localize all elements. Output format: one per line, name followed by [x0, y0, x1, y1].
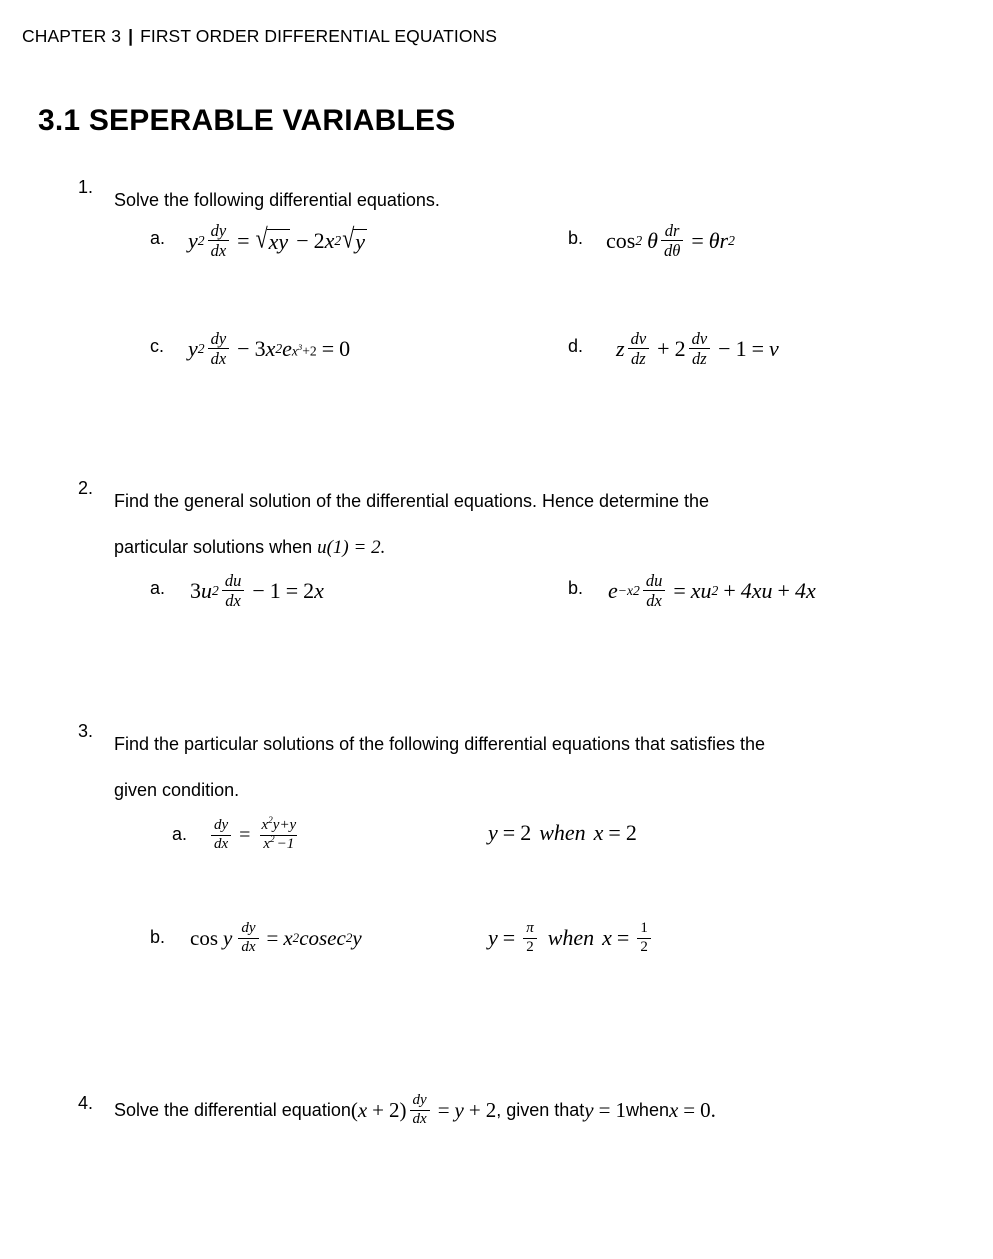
eq-1c-rhs: 0	[339, 335, 351, 361]
eq-1d-z: z	[616, 335, 625, 361]
eq-1b-equals: =	[691, 227, 704, 253]
eq-4-dy: dy	[412, 1092, 427, 1108]
eq-1a-dy: dy	[210, 221, 227, 240]
eq-1d-v: v	[768, 335, 779, 361]
cond-3b-eq2: =	[616, 925, 630, 951]
eq-4-paren-close: )	[399, 1097, 407, 1122]
eq-2b-t1-x: x	[690, 577, 701, 603]
cond-3b-y: y	[488, 925, 498, 951]
cond-3b-pi-over-2	[523, 921, 537, 956]
cond-3b-one-over-2	[637, 921, 651, 956]
eq-1c-minus: −	[237, 335, 250, 361]
eq-1d-dvdz-1	[628, 330, 650, 368]
eq-4-x: x	[357, 1097, 368, 1122]
eq-2a-equals: =	[285, 577, 299, 603]
eq-1d-one: 1	[735, 335, 747, 361]
cond-3a-val2: 2	[625, 820, 637, 845]
cond-3b-one: 1	[640, 920, 648, 936]
eq-1b-cos: cos	[606, 227, 636, 253]
question-2a-label: a.	[150, 578, 166, 598]
eq-3a-num-exp: 2	[268, 816, 273, 826]
eq-4-two2: 2	[485, 1097, 497, 1122]
running-header	[22, 26, 497, 47]
eq-1a-radicand-y: y	[355, 228, 366, 254]
question-2-text-line2-pre: particular solutions when	[114, 537, 318, 557]
question-3b-condition	[488, 921, 654, 956]
eq-4-paren-open: (	[350, 1097, 358, 1122]
eq-2a-rhs-coef: 2	[303, 577, 315, 603]
eq-1d-minus: −	[718, 335, 731, 361]
eq-2b-e: e	[608, 577, 618, 603]
eq-3b-equals: =	[266, 925, 279, 950]
eq-4-one: 1	[615, 1097, 626, 1122]
eq-1d-dz-2: dz	[689, 348, 710, 367]
question-2b-label: b.	[568, 578, 584, 598]
cond-3a-eq2: =	[608, 820, 621, 845]
question-4-condition-2	[668, 1097, 716, 1122]
eq-3b-dy: dy	[241, 920, 256, 936]
eq-2a-rhs-x: x	[314, 577, 324, 603]
eq-2b-du: du	[645, 571, 663, 590]
eq-2a-one: 1	[269, 577, 281, 603]
question-4-given-text: , given that	[496, 1100, 585, 1121]
question-4-equation	[351, 1093, 496, 1128]
eq-4-equals: =	[437, 1097, 450, 1122]
eq-2b-equals: =	[673, 577, 686, 603]
eq-1d-dz-1: dz	[628, 348, 649, 367]
eq-4-plus2: +	[468, 1097, 481, 1122]
cond-3b-pi: π	[526, 920, 534, 936]
eq-1a-y: y	[188, 227, 198, 253]
eq-4-eq2: =	[598, 1097, 611, 1122]
eq-3a-num-rest: y+y	[272, 817, 297, 833]
eq-1c-exp-pow: 3	[297, 341, 303, 352]
question-2-number: 2.	[78, 478, 94, 498]
eq-3a-equals: =	[239, 824, 251, 847]
question-3-number: 3.	[78, 721, 94, 741]
eq-3b-dx: dx	[238, 938, 258, 956]
cond-3a-eq1: =	[502, 820, 516, 845]
eq-3b-cosec-arg: y	[352, 925, 362, 950]
eq-2b-plus2: +	[777, 577, 790, 603]
eq-3b-cos: cos	[190, 925, 218, 950]
eq-1a-dx: dx	[208, 240, 230, 259]
eq-3b-cos-arg: y	[223, 925, 233, 950]
eq-1b-rhs-r: r	[719, 227, 729, 253]
eq-3a-dy: dy	[214, 817, 229, 833]
question-4-when-text: when	[625, 1100, 669, 1121]
cond-3b-two: 2	[523, 938, 537, 956]
radical-icon: √	[342, 222, 355, 254]
eq-4-y2: y	[584, 1097, 594, 1122]
eq-1c-exp-base: x	[291, 343, 298, 359]
question-4-text-pre: Solve the differential equation	[114, 1100, 351, 1121]
eq-2a-minus: −	[252, 577, 265, 603]
eq-1c-exponent	[291, 341, 317, 359]
eq-1a-radicand-xy: xy	[268, 228, 289, 254]
question-2-text-line1: Find the general solution of the differential equations. Hence determine the	[114, 491, 710, 511]
cond-3b-eq1: =	[502, 925, 516, 951]
question-3b-label: b.	[150, 927, 166, 947]
eq-2a-du: du	[224, 571, 242, 590]
question-1a-label: a.	[150, 228, 166, 248]
eq-1c-dy: dy	[210, 329, 227, 348]
eq-1b-dtheta: dθ	[661, 240, 683, 259]
running-header-separator: |	[128, 26, 134, 46]
eq-2b-plus1: +	[723, 577, 736, 603]
eq-2b-t3: 4x	[794, 577, 816, 603]
eq-1a-equals: =	[237, 227, 250, 253]
cond-3a-y: y	[488, 820, 498, 845]
eq-1c-exp-plus: +2	[302, 343, 317, 359]
eq-2b-t1-u: u	[700, 577, 712, 603]
eq-4-dx: dx	[410, 1110, 430, 1128]
eq-1c-y: y	[188, 335, 198, 361]
eq-1d-dv-2: dv	[691, 329, 708, 348]
eq-1b-rhs-theta: θ	[708, 227, 720, 253]
running-header-title: FIRST ORDER DIFFERENTIAL EQUATIONS	[140, 26, 498, 46]
eq-2a-coef: 3	[190, 577, 201, 603]
eq-4-period: .	[710, 1097, 716, 1122]
question-2b-equation: e −x2 $\frac{du}{dx}$ = x u 2 + 4xu + 4x	[608, 571, 816, 611]
radical-icon: √	[255, 222, 268, 254]
eq-3a-num-x: x	[261, 817, 269, 833]
eq-4-zero: 0	[700, 1097, 711, 1122]
eq-3a-rhs-fraction	[258, 818, 299, 853]
eq-1d-plus: +	[657, 335, 670, 361]
question-2-condition: u(1) = 2.	[317, 537, 386, 558]
eq-1d-coef: 2	[674, 335, 686, 361]
eq-1a-x: x	[324, 227, 335, 253]
question-1d-label: d.	[568, 336, 584, 356]
eq-3a-dx: dx	[211, 835, 231, 853]
eq-3a-den-x: x	[263, 835, 271, 852]
eq-4-two: 2	[389, 1097, 400, 1122]
running-header-chapter: CHAPTER 3	[22, 26, 122, 46]
section-title: 3.1 SEPERABLE VARIABLES	[38, 104, 456, 137]
question-4-text	[114, 1093, 974, 1128]
question-1-text: Solve the following differential equations.	[114, 190, 440, 210]
eq-1c-dx: dx	[208, 348, 230, 367]
eq-1d-dvdz-2	[689, 330, 711, 368]
question-1-number: 1.	[78, 177, 94, 197]
cond-3b-when: when	[547, 925, 595, 951]
cond-3b-two2: 2	[637, 938, 651, 956]
eq-1b-drdtheta	[661, 222, 683, 260]
question-1b-label: b.	[568, 228, 584, 248]
eq-3a-rhs-denominator	[260, 835, 297, 853]
eq-3b-cosec: cosec	[299, 925, 346, 950]
question-3a-condition	[488, 820, 637, 846]
cond-3a-val1: 2	[520, 820, 532, 845]
cond-3b-x: x	[602, 925, 612, 951]
eq-1c-coef: 3	[254, 335, 266, 361]
question-3a-label: a.	[172, 824, 188, 844]
eq-1a-sqrt-y	[342, 222, 367, 254]
question-3b-equation: cos y $\frac{dy}{dx}$ = x 2 cosec 2 y	[190, 920, 362, 955]
eq-1c-e: e	[282, 335, 292, 361]
eq-3a-den-exp: 2	[270, 834, 275, 845]
eq-2a-dx: dx	[222, 590, 244, 609]
eq-1c-x: x	[265, 335, 276, 361]
eq-4-y: y	[454, 1097, 464, 1122]
eq-2b-dudx	[643, 572, 666, 610]
eq-3b-x: x	[283, 925, 293, 950]
question-1c-equation: y 2 $\frac{dy}{dx}$ − 3 x 2 e $x^3+2$ = 0	[188, 329, 351, 369]
eq-2b-dx: dx	[643, 590, 665, 609]
eq-3a-dydx	[211, 818, 231, 853]
eq-2b-t2: 4xu	[740, 577, 773, 603]
eq-1b-dr: dr	[664, 221, 680, 240]
eq-1b-theta: θ	[647, 227, 658, 253]
eq-1c-dydx	[208, 330, 230, 368]
eq-1a-sqrt-xy	[255, 222, 291, 254]
question-1d-equation	[616, 330, 779, 368]
question-2-text-line2	[114, 524, 974, 571]
eq-3b-dydx	[238, 921, 258, 956]
question-4-condition-1	[584, 1097, 626, 1122]
eq-4-plus: +	[372, 1097, 385, 1122]
question-2a-equation: 3 u 2 $\frac{du}{dx}$ − 1 = 2 x	[190, 571, 324, 611]
eq-4-eq3: =	[683, 1097, 696, 1122]
question-1a-equation: y 2 $\frac{dy}{dx}$ = √ xy − 2 x 2 √ y	[188, 221, 366, 261]
eq-1a-coef: 2	[313, 227, 325, 253]
question-1b-equation: cos 2 θ $\frac{dr}{d\theta}$ = θ r 2	[606, 221, 735, 261]
eq-3a-rhs-numerator	[258, 818, 299, 835]
eq-4-dydx	[410, 1093, 430, 1128]
eq-1d-dv-1: dv	[630, 329, 647, 348]
cond-3a-when: when	[539, 820, 586, 845]
eq-2a-dudx	[222, 572, 245, 610]
eq-3a-den-rest: −1	[276, 835, 295, 852]
question-3a-equation	[208, 818, 302, 853]
question-3-text-line1: Find the particular solutions of the following differential equations that satisfies the	[114, 734, 766, 754]
eq-2a-u: u	[201, 577, 212, 603]
eq-1d-equals: =	[751, 335, 764, 361]
cond-3a-x: x	[593, 820, 604, 845]
eq-1a-minus: −	[296, 227, 309, 253]
question-3-text-line2: given condition.	[114, 780, 240, 800]
question-1c-label: c.	[150, 336, 165, 356]
eq-4-x2: x	[668, 1097, 679, 1122]
eq-1a-dydx	[208, 222, 230, 260]
question-4-number: 4.	[78, 1093, 94, 1113]
eq-1c-equals: =	[321, 335, 335, 361]
